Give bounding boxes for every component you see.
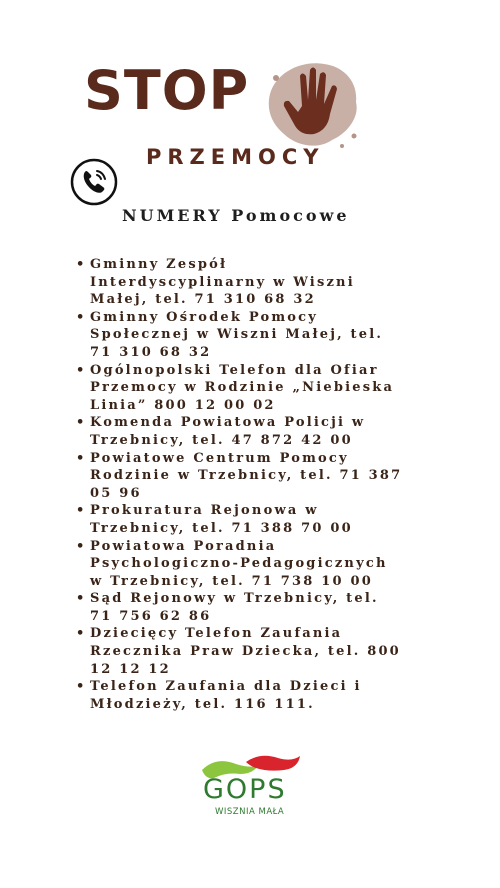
list-item-line: Sąd Rejonowy w Trzebnicy, tel. xyxy=(90,591,379,607)
list-item xyxy=(76,538,426,591)
list-item-line: Małej, tel. 71 310 68 32 xyxy=(90,292,316,308)
list-item-line: Gminny Ośrodek Pomocy xyxy=(90,309,319,325)
list-item-line: Linia” 800 12 00 02 xyxy=(90,397,276,413)
bullet: • xyxy=(76,538,87,554)
bullet: • xyxy=(76,503,87,519)
list-item xyxy=(76,678,426,713)
bullet: • xyxy=(76,591,87,607)
help-numbers-list xyxy=(76,256,426,713)
list-item-line: Gminny Zespół xyxy=(90,257,228,272)
stop-title: STOP xyxy=(84,59,250,122)
list-item-line: Trzebnicy, tel. 47 872 42 00 xyxy=(90,432,353,448)
gops-logo-place: WISZNIA MAŁA xyxy=(215,807,285,817)
list-item xyxy=(76,309,426,362)
list-item-line: Ogólnopolski Telefon dla Ofiar xyxy=(90,362,379,378)
list-item-line: Powiatowa Poradnia xyxy=(90,538,277,554)
bullet: • xyxy=(76,679,87,695)
list-item-line: Psychologiczno-Pedagogicznych xyxy=(90,556,388,572)
list-item-line: 71 756 62 86 xyxy=(90,608,212,624)
list-item-line: Młodzieży, tel. 116 111. xyxy=(90,696,315,712)
list-item-line: w Trzebnicy, tel. 71 738 10 00 xyxy=(90,573,373,589)
list-item-line: 12 12 12 xyxy=(90,661,171,677)
phone-icon xyxy=(70,158,118,206)
bullet: • xyxy=(76,626,87,642)
list-item-line: Społecznej w Wiszni Małej, tel. xyxy=(90,327,384,343)
list-item-line: Telefon Zaufania dla Dzieci i xyxy=(90,679,362,695)
bullet: • xyxy=(76,362,87,378)
list-item xyxy=(76,590,426,625)
list-item-line: Trzebnicy, tel. 71 388 70 00 xyxy=(90,520,353,536)
bullet: • xyxy=(76,257,87,272)
list-item-line: Powiatowe Centrum Pomocy xyxy=(90,450,349,466)
bullet: • xyxy=(76,450,87,466)
bullet: • xyxy=(76,415,87,431)
list-item-line: Interdyscyplinarny w Wiszni xyxy=(90,274,355,290)
list-item xyxy=(76,502,426,537)
list-item-line: 71 310 68 32 xyxy=(90,344,212,360)
przemocy-title: PRZEMOCY xyxy=(146,145,325,169)
list-item-line: Prokuratura Rejonowa w xyxy=(90,503,319,519)
bullet: • xyxy=(76,309,87,325)
list-item-line: Dziecięcy Telefon Zaufania xyxy=(90,626,343,642)
list-item xyxy=(76,414,426,449)
list-item-line: Rzecznika Praw Dziecka, tel. 800 xyxy=(90,644,401,660)
list-item-line: Rodzinie w Trzebnicy, tel. 71 387 xyxy=(90,468,403,484)
page-subtitle: NUMERY Pomocowe xyxy=(122,206,350,225)
gops-logo-text: GOPS xyxy=(203,774,287,805)
list-item xyxy=(76,625,426,678)
list-item-line: Przemocy w Rodzinie „Niebieska xyxy=(90,380,395,396)
list-item-line: 05 96 xyxy=(90,485,142,501)
hand-print-icon xyxy=(262,54,362,154)
list-item xyxy=(76,362,426,415)
list-item xyxy=(76,450,426,503)
list-item-line: Komenda Powiatowa Policji w xyxy=(90,415,366,431)
list-item xyxy=(76,256,426,309)
